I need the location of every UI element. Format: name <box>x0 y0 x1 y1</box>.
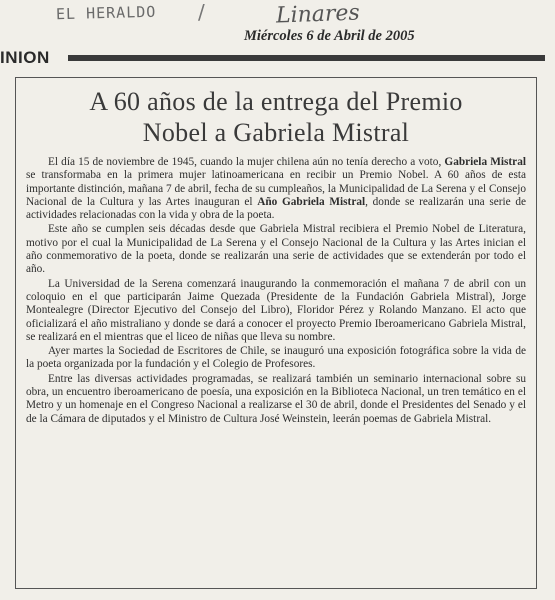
paragraph-2: Este año se cumplen seis décadas desde que Gabriela Mistral recibiera el Premio Nobel de Literatura, motivo por el cual la Municipalidad de La Serena y el Consejo Nacional de la Cultura y las Artes inician el año conmemorativo de la poeta, donde se realizarán una serie de actividades que se extenderán por todo el año. <box>26 223 526 276</box>
paragraph-1-part-a: El día 15 de noviembre de 1945, cuando la mujer chilena aún no tenía derecho a voto, <box>48 156 445 168</box>
headline-line-1: A 60 años de la entrega del Premio <box>89 87 463 116</box>
article-box <box>15 77 537 589</box>
paragraph-1-part-c: , donde se realizarán una serie de actividades relacionadas con la vida y obra de la poeta. <box>26 195 527 222</box>
paragraph-4: Ayer martes la Sociedad de Escritores de Chile, se inauguró una exposición fotográfica sobre la vida de la poeta organizada por la fundación y el Colegio de Profesores. <box>26 345 526 371</box>
paragraph-1-part-b: se transformaba en la primera mujer latinoamericana en recibir un Premio Nobel. A 60 años de esta importante distinción, mañana 7 de abril, fecha de su cumpleaños, la Municipalidad de La Serena y el Consejo Nacional de la Cultura y las Artes inauguran el <box>26 169 526 208</box>
paragraph-1-bold-b: Año Gabriela Mistral <box>257 195 366 208</box>
paragraph-1-bold-a: Gabriela Mistral <box>444 156 526 168</box>
paragraph-3: La Universidad de la Serena comenzará inaugurando la conmemoración el mañana 7 de abril con un coloquio en el que participarán Jaime Quezada (Presidente de la Fundación Gabriela Mistral), Jorge Montealegre (Director Ejecutivo del Consejo del Libro), Floridor Pérez y Rolando Manzano. El acto que oficializará el año mistraliano y donde se dará a conocer el proyecto Premio Iberoamericano Gabriela Mistral, se realizará en el mientras que el liceo de niñas que lleva su nombre. <box>26 277 526 343</box>
section-header <box>0 48 555 69</box>
paragraph-1 <box>26 156 526 222</box>
section-rule <box>68 55 545 61</box>
paragraph-5: Entre las diversas actividades programadas, se realizará también un seminario internacional sobre su obra, un encuentro iberoamericano de poesía, una exposición en la Biblioteca Nacional, un tren temático en el Metro y un homenaje en el Congreso Nacional a realizarse el 30 de abril, donde el Presidentes del Senado y el de la Cámara de diputados y el Ministro de Cultura José Weinstein, leerán poemas de Gabriela Mistral. <box>26 372 526 425</box>
headline <box>26 86 526 148</box>
section-label: INION <box>0 48 50 67</box>
handwritten-city-note: Linares <box>275 0 361 29</box>
handwritten-mark: / <box>198 0 205 24</box>
publication-date: Miércoles 6 de Abril de 2005 <box>244 28 415 44</box>
article-body <box>26 156 526 426</box>
headline-line-2: Nobel a Gabriela Mistral <box>142 118 410 147</box>
handwritten-source-note: EL HERALDO <box>55 2 157 24</box>
